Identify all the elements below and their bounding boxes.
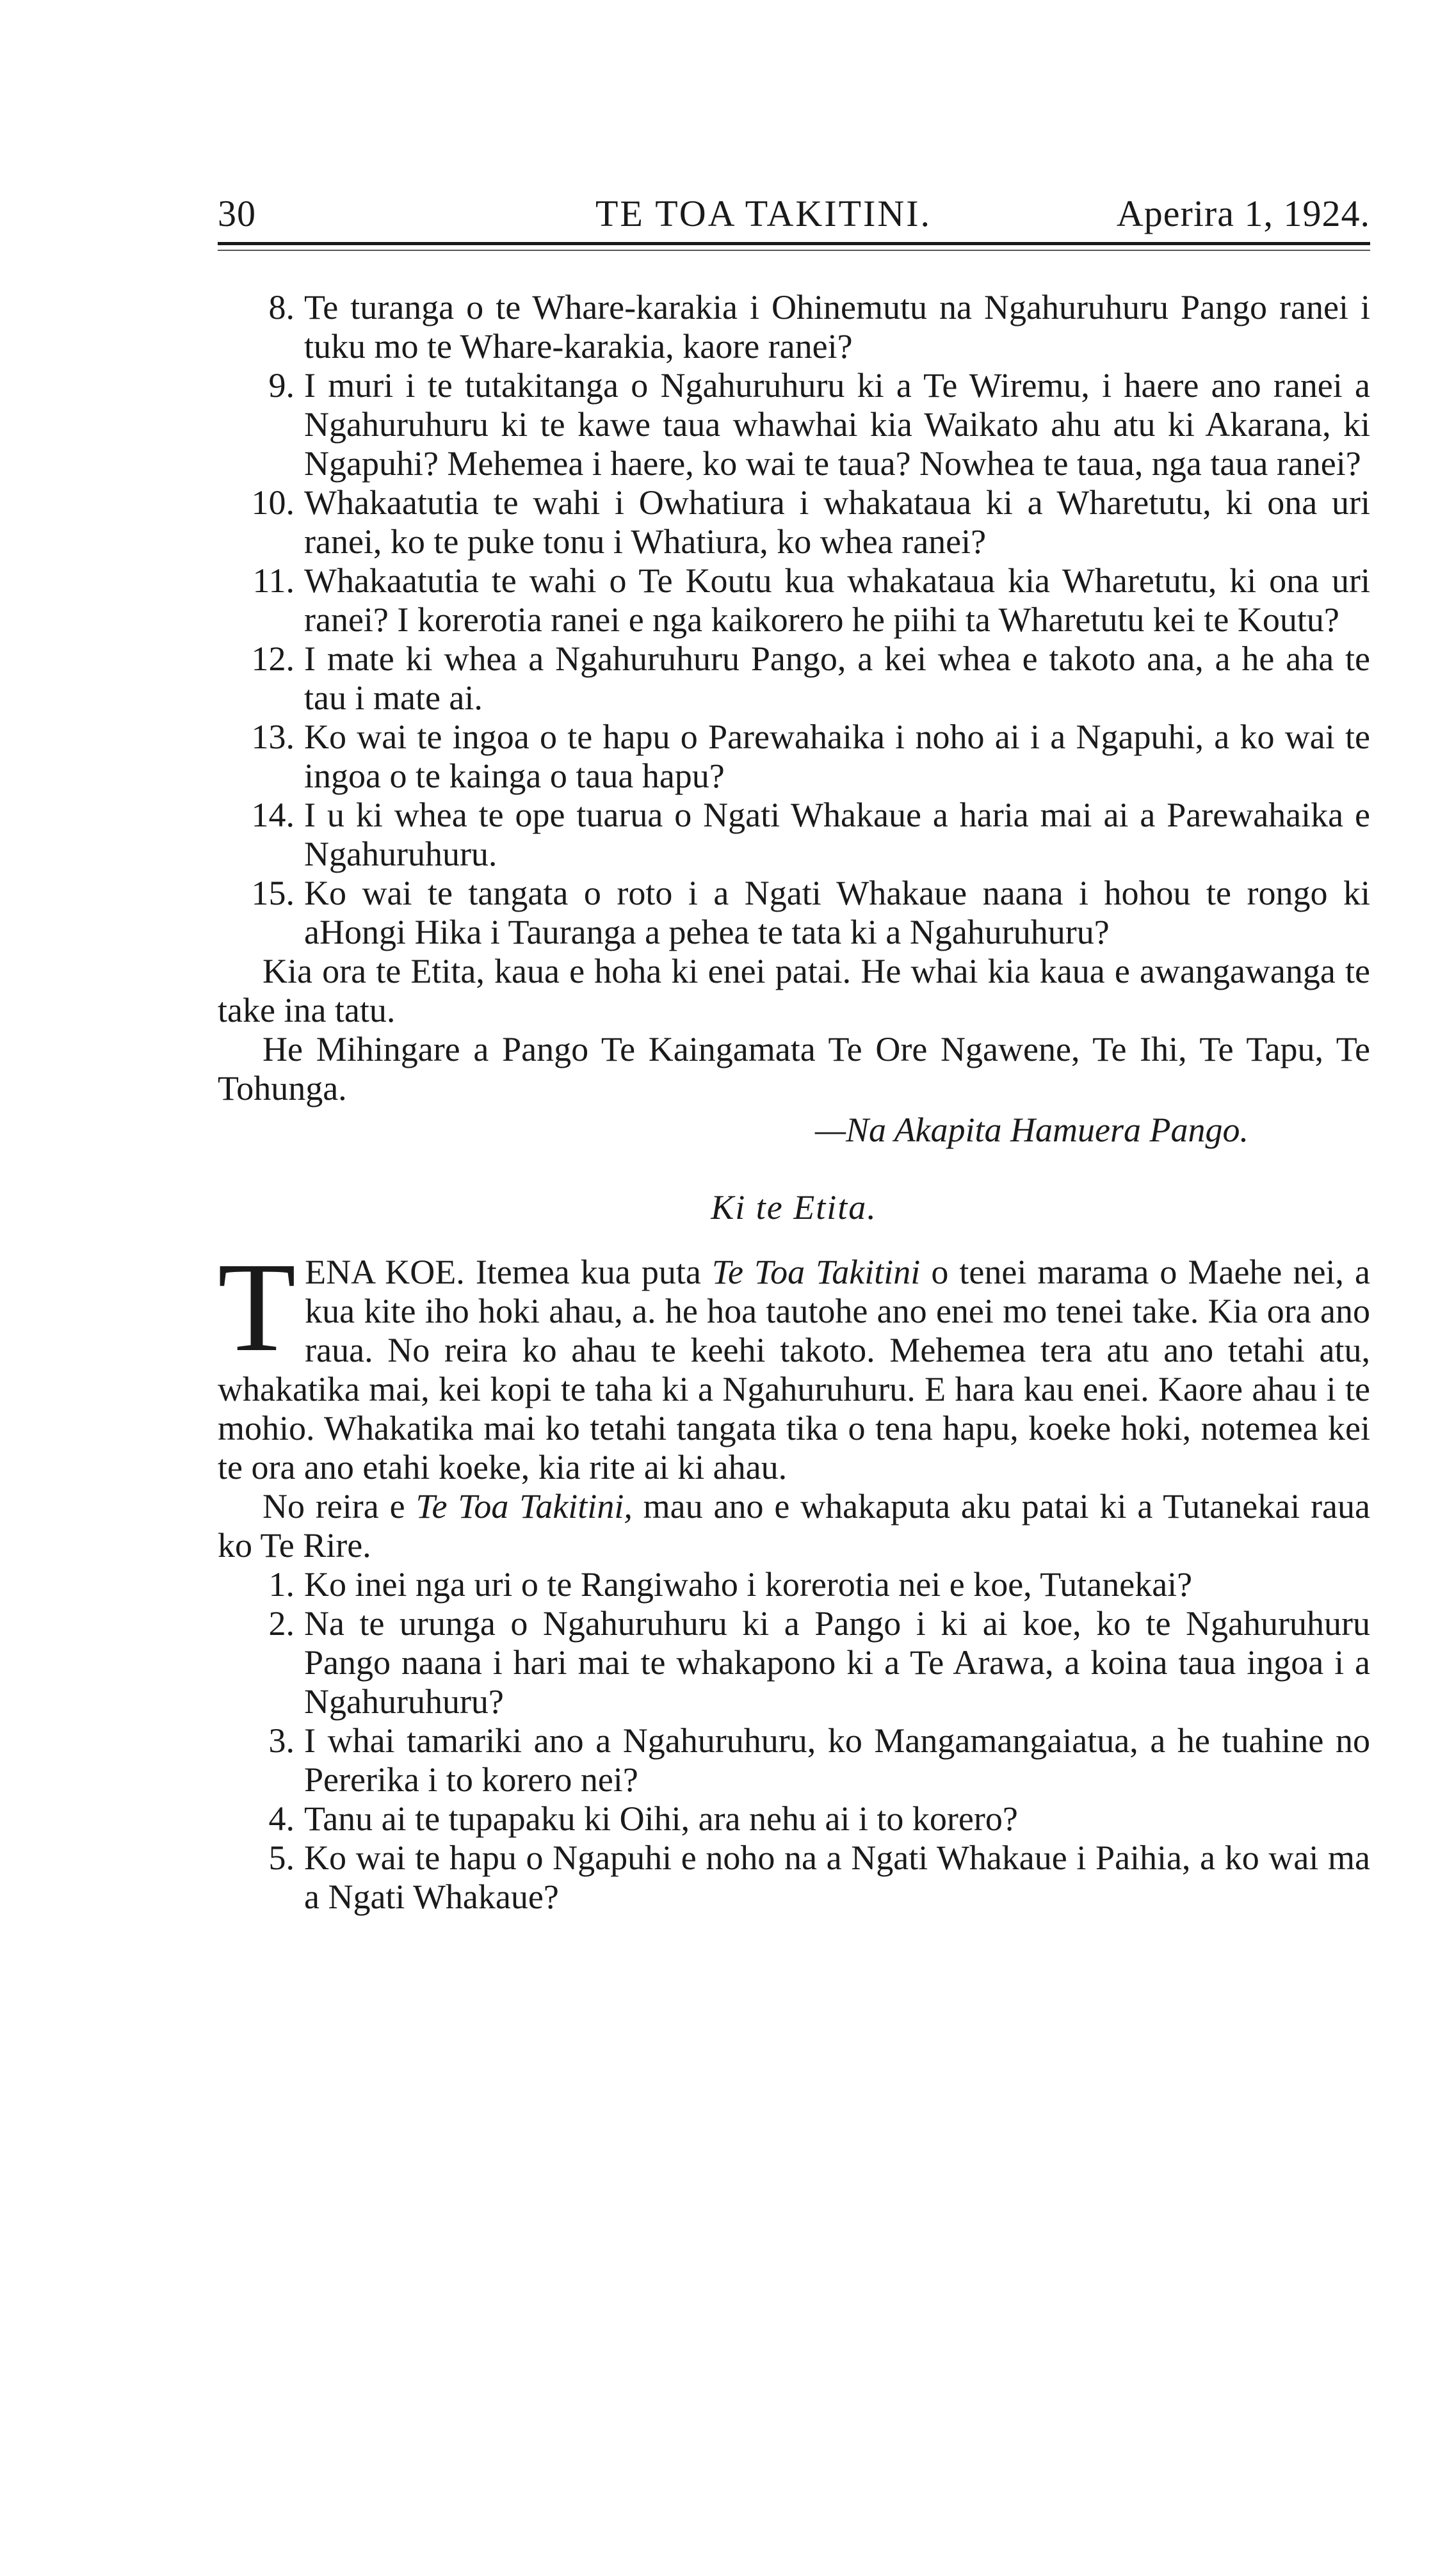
question-item: 12. I mate ki whea a Ngahuruhuru Pango, a kei whea e takoto ana, a he aha te tau i mate ai. bbox=[251, 640, 1370, 717]
closing-paragraph-2: He Mihingare a Pango Te Kaingamata Te Ore Ngawene, Te Ihi, Te Tapu, Te Tohunga. bbox=[218, 1030, 1370, 1107]
header-rule-thick bbox=[218, 242, 1370, 245]
page-header bbox=[218, 192, 1370, 243]
paper-name: Te Toa Takitini bbox=[711, 1253, 921, 1291]
letter-question-item: 5. Ko wai te hapu o Ngapuhi e noho na a Ngati Whakaue i Paihia, a ko wai ma a Ngati Whakaue? bbox=[268, 1839, 1370, 1916]
question-item: 15. Ko wai te tangata o roto i a Ngati Whakaue naana i hohou te rongo ki aHongi Hika i Tauranga a pehea te tata ki a Ngahuruhuru? bbox=[251, 874, 1370, 951]
signature: —Na Akapita Hamuera Pango. bbox=[815, 1111, 1249, 1149]
article-body bbox=[218, 288, 1370, 1917]
letter-question-list bbox=[218, 1565, 1370, 1917]
publication-title: TE TOA TAKITINI. bbox=[595, 193, 932, 234]
letter-first-paragraph: T ENA KOE. Itemea kua puta Te Toa Takitini o tenei marama o Maehe nei, a kua kite iho hoki ahau, a. he hoa tautohe ano enei mo tenei take. Kia ora ano raua. No reira ko ahau te keehi takoto. Mehemea tera atu ano tetahi atu, whakatika mai, kei kopi te taha ki a Ngahuruhuru. E hara kau enei. Kaore ahau i te mohio. Whakatika mai ko tetahi tangata tika o tena hapu, koeke hoki, notemea kei te ora ano etahi koeke, kia rite ai ki ahau. bbox=[218, 1237, 1370, 1486]
letter-heading: Ki te Etita. bbox=[711, 1188, 877, 1227]
header-rule-thin bbox=[218, 250, 1370, 251]
drop-cap: T bbox=[218, 1237, 296, 1378]
letter-question-item: 2. Na te urunga o Ngahuruhuru ki a Pango i ki ai koe, ko te Ngahuruhuru Pango naana i hari mai te whakapono ki a Te Arawa, a koina taua ingoa i a Ngahuruhuru? bbox=[268, 1604, 1370, 1721]
question-list bbox=[218, 288, 1370, 952]
opening-caps: ENA KOE. bbox=[305, 1253, 465, 1291]
letter-second-paragraph: No reira e Te Toa Takitini, mau ano e whakaputa aku patai ki a Tutanekai raua ko Te Rire. bbox=[218, 1487, 1370, 1565]
closing-paragraph: Kia ora te Etita, kaua e hoha ki enei patai. He whai kia kaua e awangawanga te take ina tatu. bbox=[218, 952, 1370, 1029]
letter-question-item: 3. I whai tamariki ano a Ngahuruhuru, ko Mangamangaiatua, a he tuahine no Pererika i to korero nei? bbox=[268, 1721, 1370, 1799]
page-number: 30 bbox=[218, 193, 256, 234]
question-item: 11. Whakaatutia te wahi o Te Koutu kua whakataua kia Wharetutu, ki ona uri ranei? I korerotia ranei e nga kaikorero he piihi ta Wharetutu kei te Koutu? bbox=[252, 561, 1370, 639]
question-item: 14. I u ki whea te ope tuarua o Ngati Whakaue a haria mai ai a Parewahaika e Ngahuruhuru. bbox=[251, 796, 1370, 873]
question-item: 8. Te turanga o te Whare-karakia i Ohinemutu na Ngahuruhuru Pango ranei i tuku mo te Whare-karakia, kaore ranei? bbox=[268, 288, 1370, 366]
letter-question-item: 4. Tanu ai te tupapaku ki Oihi, ara nehu ai i to korero? bbox=[268, 1799, 1018, 1838]
question-item: 9. I muri i te tutakitanga o Ngahuruhuru ki a Te Wiremu, i haere ano ranei a Ngahuruhuru ki te kawe taua whawhai kia Waikato ahu atu ki Akarana, ki Ngapuhi? Mehemea i haere, ko wai te taua? Nowhea te taua, nga taua ranei? bbox=[268, 366, 1370, 483]
question-item: 13. Ko wai te ingoa o te hapu o Parewahaika i noho ai i a Ngapuhi, a ko wai te ingoa o te kainga o taua hapu? bbox=[251, 718, 1370, 795]
question-item: 10. Whakaatutia te wahi i Owhatiura i whakataua ki a Wharetutu, ki ona uri ranei, ko te puke tonu i Whatiura, ko whea ranei? bbox=[251, 483, 1370, 561]
paper-name-2: Te Toa Takitini, bbox=[416, 1487, 633, 1525]
issue-date: Aperira 1, 1924. bbox=[1116, 193, 1370, 234]
letter-question-item: 1. Ko inei nga uri o te Rangiwaho i korerotia nei e koe, Tutanekai? bbox=[268, 1565, 1193, 1604]
